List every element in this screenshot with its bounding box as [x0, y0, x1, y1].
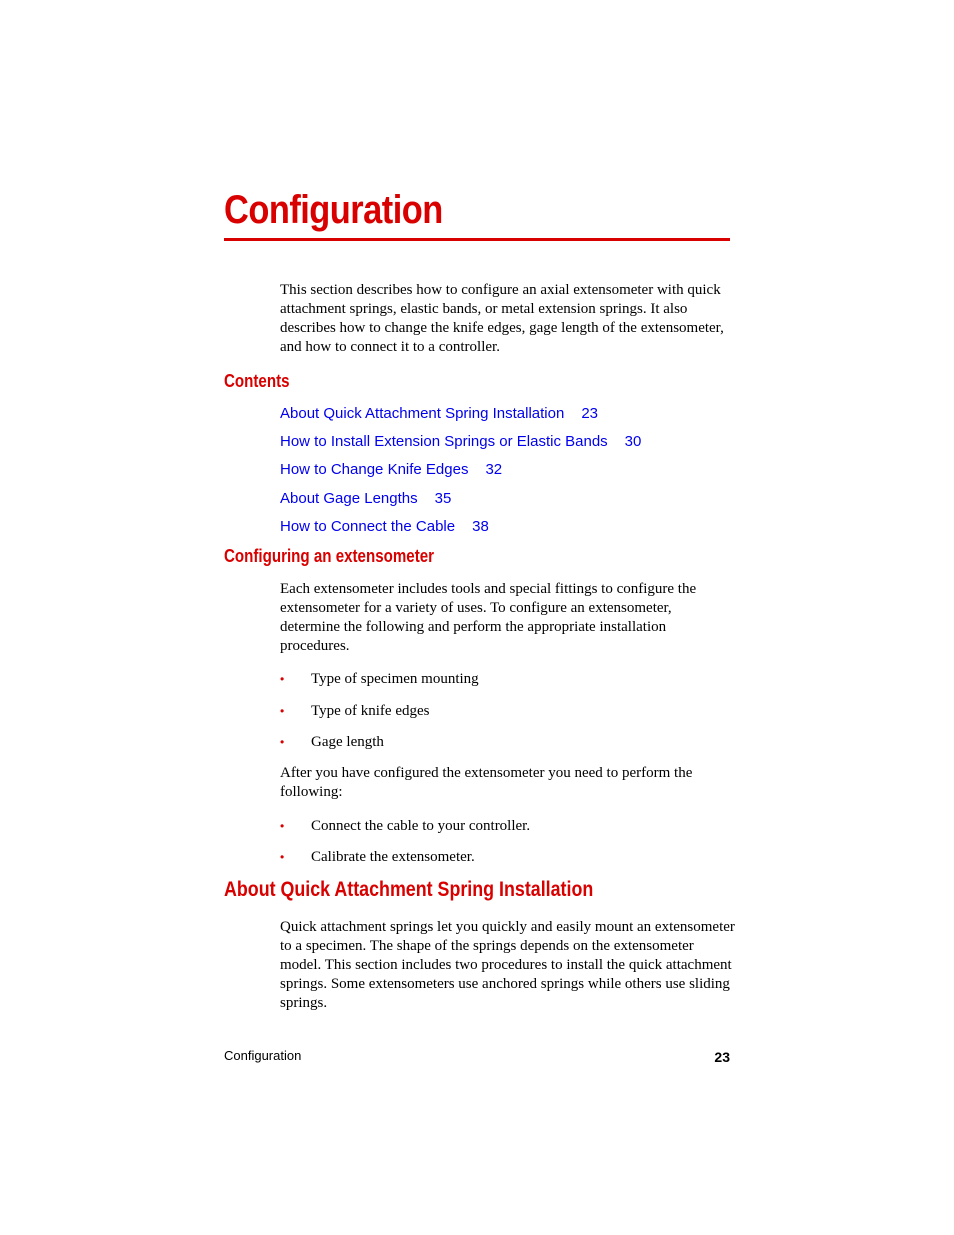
toc-link-extension-springs[interactable]	[280, 432, 641, 451]
list-item-text: Type of knife edges	[311, 703, 430, 719]
page-title: Configuration	[224, 188, 443, 232]
toc-link-gage-lengths[interactable]	[280, 489, 451, 508]
list-item	[280, 848, 475, 867]
list-item-text: Calibrate the extensometer.	[311, 849, 475, 865]
title-rule	[224, 238, 730, 241]
list-item	[280, 817, 530, 836]
toc-link-label: About Gage Lengths	[280, 490, 418, 507]
footer-section-name: Configuration	[224, 1048, 302, 1063]
bullet-icon: •	[280, 819, 285, 833]
toc-link-knife-edges[interactable]	[280, 460, 502, 479]
contents-heading: Contents	[224, 371, 290, 391]
toc-page-number: 23	[581, 405, 599, 422]
bullet-icon: •	[280, 735, 285, 749]
list-item-text: Gage length	[311, 734, 384, 750]
quick-attachment-paragraph: Quick attachment springs let you quickly and easily mount an extensometer to a specimen. The shape of the springs depends on the extensometer model. This section includes two procedures to install the quick attachment springs. Some extensometers use anchored springs while others use sliding springs.	[280, 919, 735, 1011]
after-config-paragraph: After you have configured the extensometer you need to perform the following:	[280, 765, 693, 800]
toc-page-number: 32	[485, 461, 503, 478]
list-item	[280, 733, 384, 752]
configuring-heading: Configuring an extensometer	[224, 546, 435, 566]
bullet-icon: •	[280, 850, 285, 864]
intro-paragraph: This section describes how to configure an axial extensometer with quick attachment springs, elastic bands, or metal extension springs. It also describes how to change the knife edges, gage length of the extensometer, and how to connect it to a controller.	[280, 282, 724, 355]
footer-page-number: 23	[714, 1049, 730, 1065]
list-item	[280, 670, 479, 689]
list-item-text: Type of specimen mounting	[311, 671, 479, 687]
toc-link-quick-attachment[interactable]	[280, 404, 598, 423]
toc-link-label: How to Connect the Cable	[280, 518, 456, 535]
quick-attachment-heading: About Quick Attachment Spring Installation	[224, 878, 594, 901]
bullet-icon: •	[280, 704, 285, 718]
toc-page-number: 35	[434, 490, 452, 507]
toc-link-connect-cable[interactable]	[280, 517, 489, 536]
list-item	[280, 702, 430, 721]
toc-link-label: How to Change Knife Edges	[280, 461, 469, 478]
toc-page-number: 30	[624, 433, 642, 450]
bullet-icon: •	[280, 672, 285, 686]
toc-link-label: How to Install Extension Springs or Elastic Bands	[280, 433, 608, 450]
configuring-paragraph: Each extensometer includes tools and special fittings to configure the extensometer for a variety of uses. To configure an extensometer, determine the following and perform the appropriate installation procedures.	[280, 581, 697, 654]
list-item-text: Connect the cable to your controller.	[311, 818, 531, 834]
toc-link-label: About Quick Attachment Spring Installation	[280, 405, 565, 422]
toc-page-number: 38	[472, 518, 489, 535]
